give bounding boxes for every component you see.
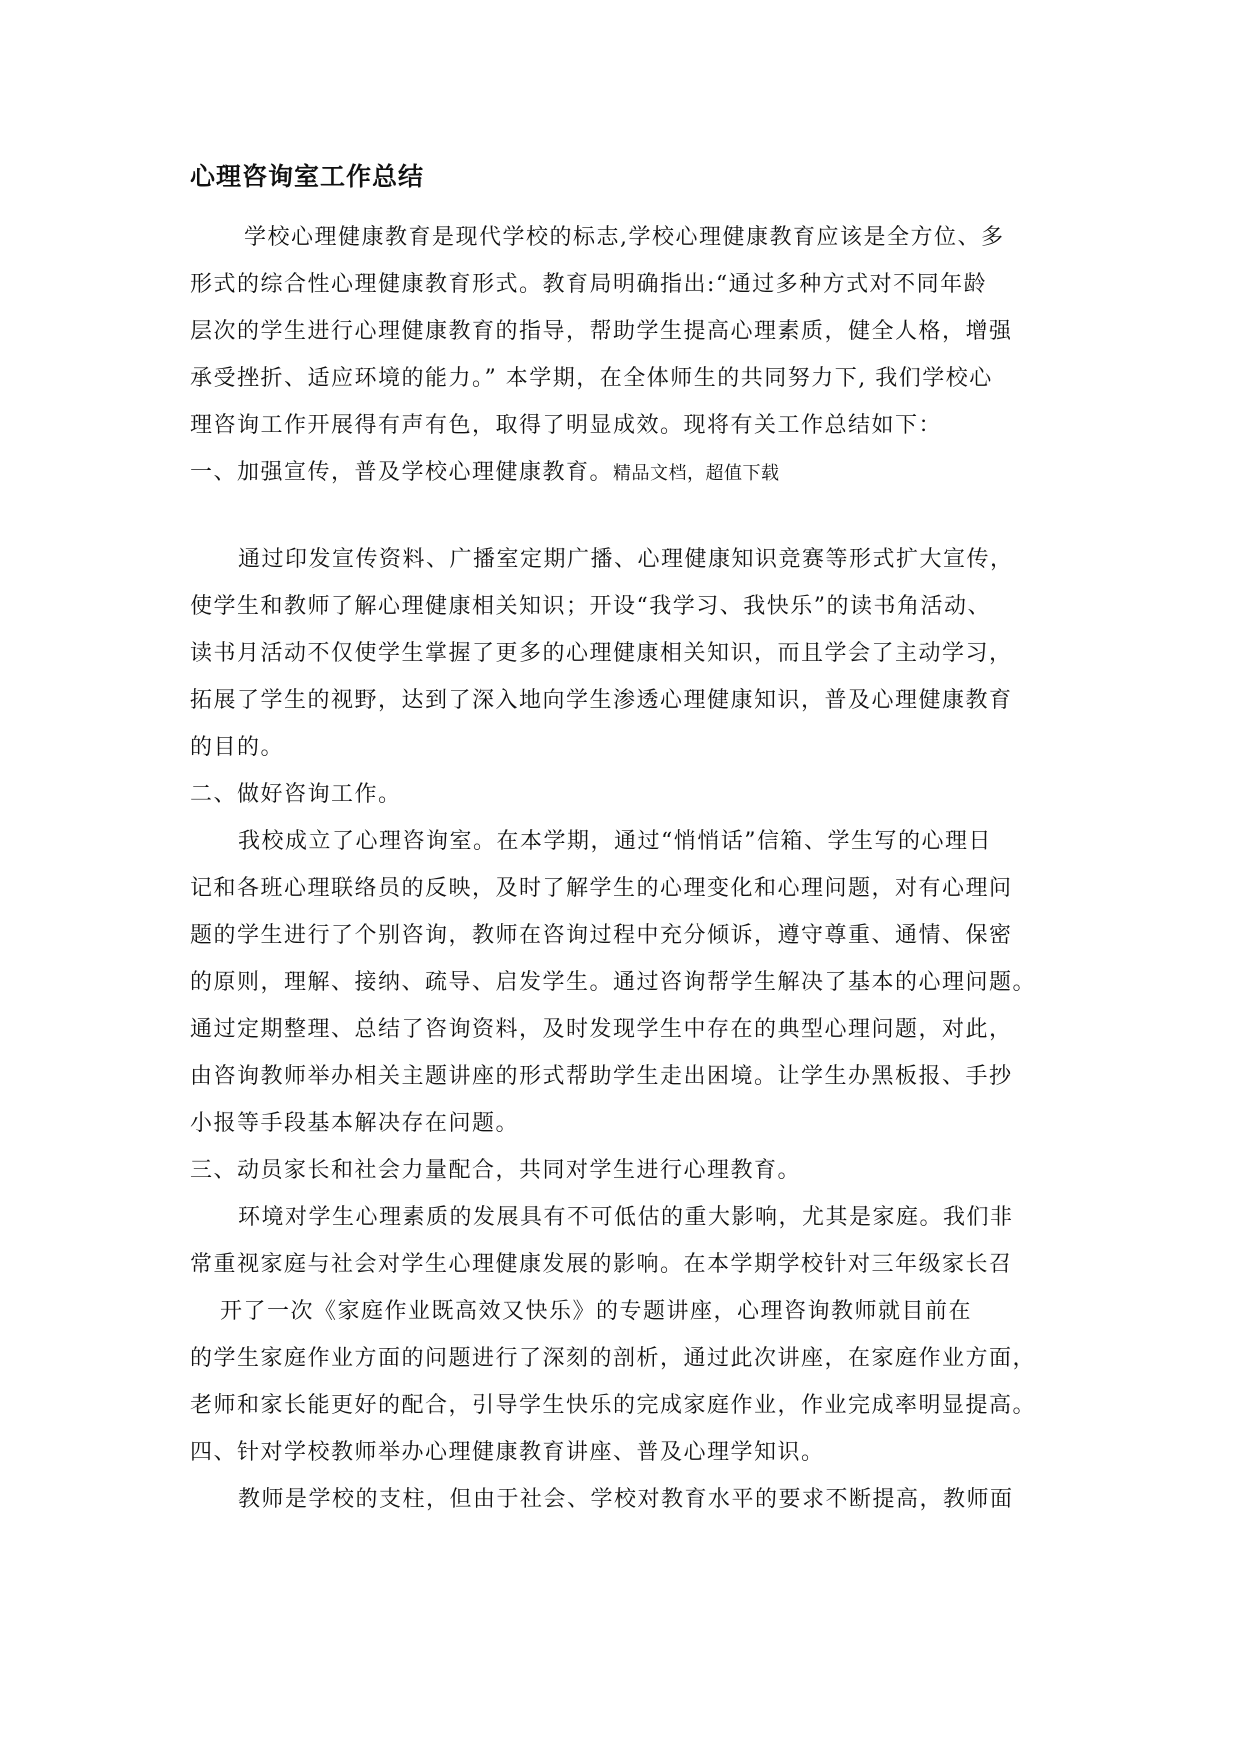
section-heading-3: 三、动员家长和社会力量配合，共同对学生进行心理教育。 — [190, 1158, 802, 1183]
paragraph-line: 通过定期整理、总结了咨询资料，及时发现学生中存在的典型心理问题，对此， — [190, 1017, 1013, 1042]
paragraph-line: 学校心理健康教育是现代学校的标志,学校心理健康教育应该是全方位、多 — [244, 225, 1005, 250]
paragraph-line: 承受挫折、适应环境的能力。” 本学期，在全体师生的共同努力下, 我们学校心 — [190, 366, 993, 391]
paragraph-line: 我校成立了心理咨询室。在本学期，通过“悄悄话”信箱、学生写的心理日 — [238, 829, 992, 854]
paragraph-line: 的目的。 — [190, 735, 285, 760]
paragraph-line: 老师和家长能更好的配合，引导学生快乐的完成家庭作业，作业完成率明显提高。 — [190, 1393, 1037, 1418]
paragraph-line: 读书月活动不仅使学生掌握了更多的心理健康相关知识，而且学会了主动学习， — [190, 641, 1013, 666]
paragraph-line: 环境对学生心理素质的发展具有不可低估的重大影响，尤其是家庭。我们非 — [238, 1205, 1014, 1230]
document-title: 心理咨询室工作总结 — [190, 162, 425, 191]
paragraph-line: 题的学生进行了个别咨询，教师在咨询过程中充分倾诉，遵守尊重、通情、保密 — [190, 923, 1013, 948]
paragraph-line: 记和各班心理联络员的反映，及时了解学生的心理变化和心理问题，对有心理问 — [190, 876, 1013, 901]
paragraph-line: 层次的学生进行心理健康教育的指导，帮助学生提高心理素质，健全人格，增强 — [190, 319, 1013, 344]
watermark-text: 精品文档，超值下载 — [613, 463, 780, 484]
section-heading-text: 一、加强宣传，普及学校心理健康教育。 — [190, 460, 614, 485]
paragraph-line: 教师是学校的支柱，但由于社会、学校对教育水平的要求不断提高，教师面 — [238, 1487, 1014, 1512]
paragraph-line: 常重视家庭与社会对学生心理健康发展的影响。在本学期学校针对三年级家长召 — [190, 1252, 1013, 1277]
paragraph-line: 通过印发宣传资料、广播室定期广播、心理健康知识竞赛等形式扩大宣传， — [238, 547, 1014, 572]
paragraph-line: 的学生家庭作业方面的问题进行了深刻的剖析，通过此次讲座，在家庭作业方面， — [190, 1346, 1037, 1371]
section-heading-2: 二、做好咨询工作。 — [190, 782, 402, 807]
paragraph-line: 小报等手段基本解决存在问题。 — [190, 1111, 520, 1136]
section-heading-1 — [190, 458, 780, 489]
paragraph-line: 理咨询工作开展得有声有色，取得了明显成效。现将有关工作总结如下： — [190, 413, 943, 438]
section-heading-4: 四、针对学校教师举办心理健康教育讲座、普及心理学知识。 — [190, 1440, 825, 1465]
paragraph-line: 由咨询教师举办相关主题讲座的形式帮助学生走出困境。让学生办黑板报、手抄 — [190, 1064, 1013, 1089]
paragraph-line: 开了一次《家庭作业既高效又快乐》的专题讲座，心理咨询教师就目前在 — [220, 1299, 973, 1324]
paragraph-line: 形式的综合性心理健康教育形式。教育局明确指出:“通过多种方式对不同年龄 — [190, 272, 988, 297]
paragraph-line: 使学生和教师了解心理健康相关知识；开设“我学习、我快乐”的读书角活动、 — [190, 594, 991, 619]
paragraph-line: 的原则，理解、接纳、疏导、启发学生。通过咨询帮学生解决了基本的心理问题。 — [190, 970, 1037, 995]
paragraph-line: 拓展了学生的视野，达到了深入地向学生渗透心理健康知识，普及心理健康教育 — [190, 688, 1013, 713]
